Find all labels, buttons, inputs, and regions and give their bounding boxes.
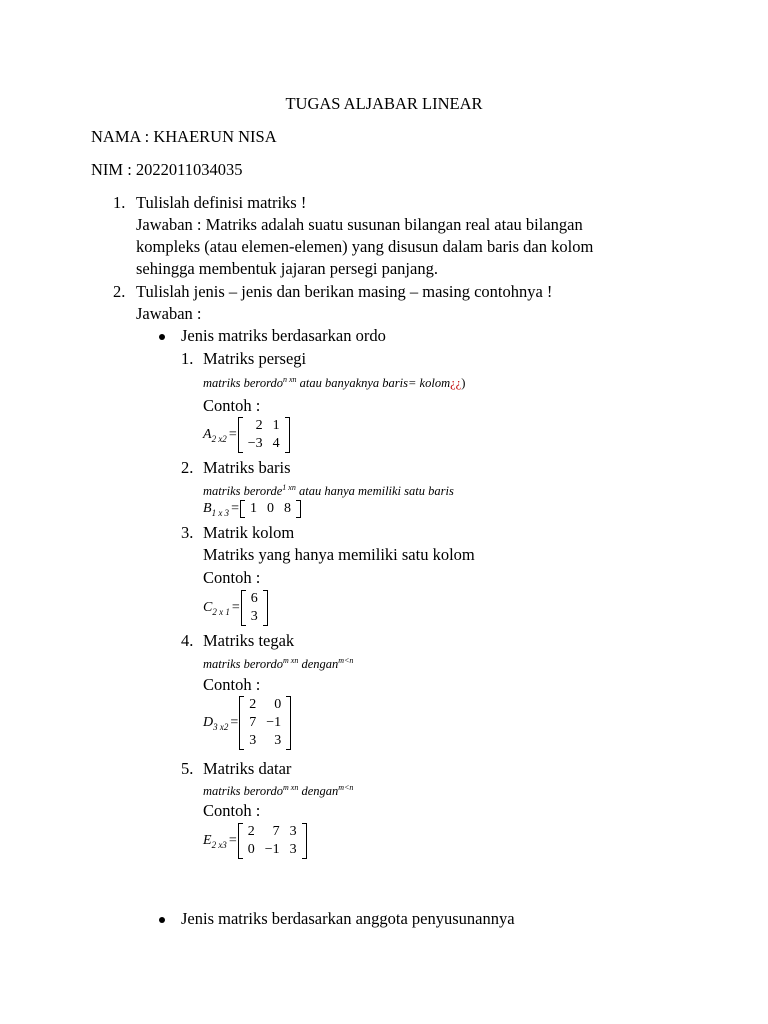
matrix-row bbox=[243, 417, 285, 435]
item-3-contoh: Contoh : bbox=[203, 568, 261, 587]
item-2-number: 2. bbox=[181, 458, 194, 477]
matrix-cell: 3 bbox=[289, 842, 297, 857]
matrix-E-name: E bbox=[203, 833, 212, 848]
item-5-definition: matriks berordo$^{m xn}$ dengan$^{m<n}$ bbox=[203, 783, 354, 798]
bullet-point bbox=[159, 917, 165, 923]
matrix-cell: 2 bbox=[255, 418, 263, 433]
item-1-title: Matriks persegi bbox=[203, 349, 307, 368]
matrix-cell: −1 bbox=[264, 842, 280, 857]
matrix-E bbox=[238, 823, 307, 859]
matrix-row bbox=[243, 435, 285, 453]
matrix-cell: 3 bbox=[289, 824, 297, 839]
matrix-B-expression bbox=[203, 500, 301, 518]
bullet-point bbox=[159, 334, 165, 340]
question-2-number: 2. bbox=[113, 282, 126, 301]
matrix-cell: 4 bbox=[272, 436, 280, 451]
equals-sign: = bbox=[231, 501, 239, 516]
matrix-B-body bbox=[245, 500, 296, 518]
equals-sign: = bbox=[231, 600, 240, 615]
question-2-text: Tulislah jenis – jenis dan berikan masing – masing contohnya ! bbox=[136, 282, 553, 301]
item-2-definition: matriks berorde$^{1 xn}$ atau hanya memiliki satu baris bbox=[203, 483, 454, 498]
matrix-cell: 3 bbox=[249, 733, 257, 748]
matrix-D-name: D bbox=[203, 715, 214, 730]
matrix-cell: 8 bbox=[283, 501, 291, 516]
matrix-C-order: 2 x 1 bbox=[212, 607, 230, 617]
equals-sign: = bbox=[230, 715, 239, 730]
document-title: TUGAS ALJABAR LINEAR bbox=[285, 94, 483, 113]
equals-sign: = bbox=[228, 427, 237, 442]
matrix-row bbox=[243, 841, 302, 859]
matrix-row bbox=[244, 696, 286, 714]
answer-2-label: Jawaban : bbox=[136, 304, 202, 323]
matrix-A bbox=[238, 417, 290, 453]
matrix-row bbox=[243, 823, 302, 841]
bullet-ordo-heading: Jenis matriks berdasarkan ordo bbox=[181, 326, 386, 345]
matrix-cell: 3 bbox=[274, 733, 282, 748]
matrix-A-order: 2 x2 bbox=[211, 434, 227, 444]
matrix-E-expression bbox=[203, 823, 307, 859]
matrix-cell: 2 bbox=[247, 824, 255, 839]
matrix-D-order: 3 x2 bbox=[213, 722, 229, 732]
matrix-row bbox=[244, 714, 286, 732]
item-4-title: Matriks tegak bbox=[203, 631, 295, 650]
matrix-D bbox=[239, 696, 291, 750]
matrix-cell: 1 bbox=[249, 501, 257, 516]
answer-1-line: kompleks (atau elemen-elemen) yang disusun dalam baris dan kolom bbox=[136, 237, 594, 256]
item-5-number: 5. bbox=[181, 759, 194, 778]
matrix-B-name: B bbox=[203, 501, 212, 516]
matrix-D-expression bbox=[203, 696, 291, 750]
matrix-D-body bbox=[244, 696, 286, 750]
question-1-text: Tulislah definisi matriks ! bbox=[136, 193, 307, 212]
matrix-row bbox=[246, 590, 263, 608]
item-5-title: Matriks datar bbox=[203, 759, 292, 778]
matrix-B-order: 1 x 3 bbox=[211, 508, 230, 518]
matrix-cell: 0 bbox=[274, 697, 282, 712]
matrix-row bbox=[245, 500, 296, 518]
matrix-cell: 2 bbox=[249, 697, 257, 712]
item-1-contoh: Contoh : bbox=[203, 396, 261, 415]
bullet-anggota-heading: Jenis matriks berdasarkan anggota penyusunannya bbox=[181, 909, 515, 928]
equals-sign: = bbox=[228, 833, 237, 848]
matrix-cell: −1 bbox=[266, 715, 282, 730]
matrix-E-order: 2 x3 bbox=[211, 840, 227, 850]
matrix-row bbox=[246, 608, 263, 626]
matrix-A-body bbox=[243, 417, 285, 453]
matrix-cell: 0 bbox=[247, 842, 255, 857]
matrix-C-body bbox=[246, 590, 263, 626]
answer-1-line: Jawaban : Matriks adalah suatu susunan bilangan real atau bilangan bbox=[136, 215, 583, 234]
matrix-cell: 6 bbox=[250, 591, 258, 606]
matrix-row bbox=[244, 732, 286, 750]
item-3-title: Matrik kolom bbox=[203, 523, 295, 542]
matrix-cell: 0 bbox=[266, 501, 274, 516]
matrix-cell: 7 bbox=[272, 824, 280, 839]
matrix-cell: 7 bbox=[249, 715, 257, 730]
item-5-contoh: Contoh : bbox=[203, 801, 261, 820]
matrix-A-name: A bbox=[203, 427, 212, 442]
matrix-C-name: C bbox=[203, 600, 213, 615]
matrix-E-body bbox=[243, 823, 302, 859]
matrix-A-expression bbox=[203, 417, 290, 453]
student-nim: NIM : 2022011034035 bbox=[91, 160, 243, 179]
item-1-number: 1. bbox=[181, 349, 194, 368]
matrix-cell: 3 bbox=[250, 609, 258, 624]
student-name: NAMA : KHAERUN NISA bbox=[91, 127, 277, 146]
item-3-description: Matriks yang hanya memiliki satu kolom bbox=[203, 545, 475, 564]
item-2-title: Matriks baris bbox=[203, 458, 291, 477]
matrix-C-expression bbox=[203, 590, 268, 626]
item-1-definition: matriks berordo$^{n xn}$ atau banyaknya baris= kolom¿¿) bbox=[203, 375, 466, 390]
answer-1-line: sehingga membentuk jajaran persegi panjang. bbox=[136, 259, 438, 278]
matrix-C bbox=[241, 590, 268, 626]
item-4-contoh: Contoh : bbox=[203, 675, 261, 694]
matrix-cell: 1 bbox=[272, 418, 280, 433]
question-1-number: 1. bbox=[113, 193, 126, 212]
matrix-B bbox=[240, 500, 301, 518]
matrix-cell: −3 bbox=[247, 436, 263, 451]
item-4-number: 4. bbox=[181, 631, 194, 650]
item-4-definition: matriks berordo$^{m xn}$ dengan$^{m<n}$ bbox=[203, 656, 354, 671]
item-3-number: 3. bbox=[181, 523, 194, 542]
